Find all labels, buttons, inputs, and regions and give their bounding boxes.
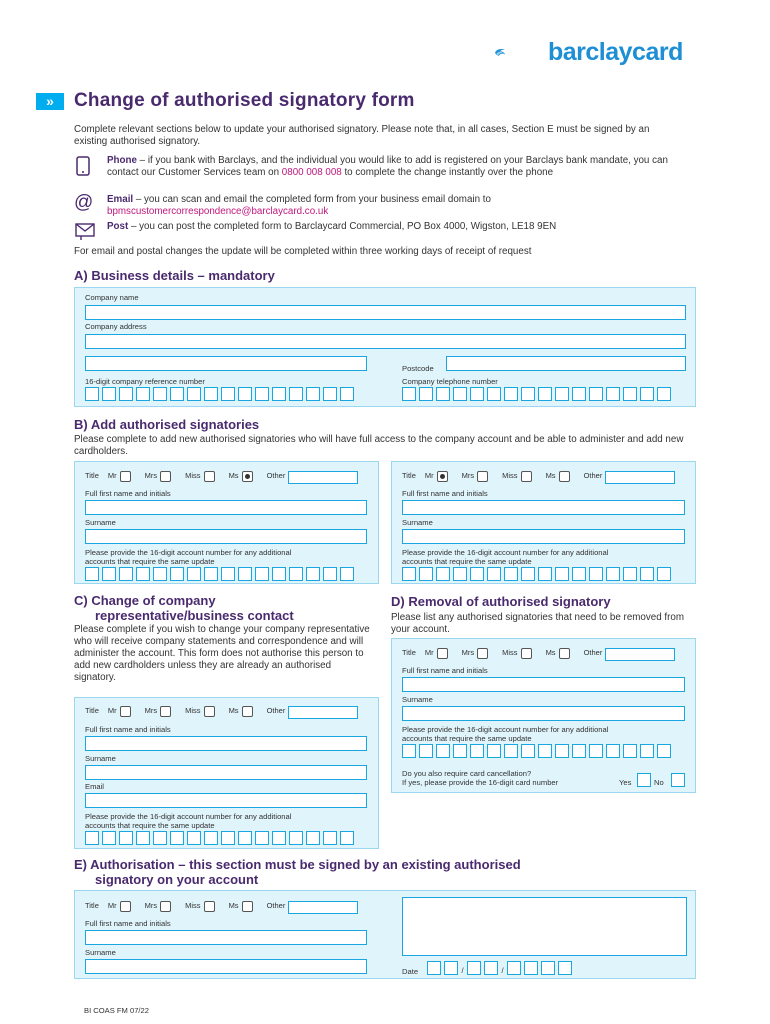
digit-box[interactable] <box>340 831 354 845</box>
digit-box[interactable] <box>221 567 235 581</box>
title-other-field[interactable] <box>288 471 358 484</box>
digit-box[interactable] <box>640 744 654 758</box>
ref-number-label: 16-digit company reference number <box>85 377 205 386</box>
digit-box[interactable] <box>504 744 518 758</box>
phone-icon <box>76 156 90 181</box>
title-label: Title <box>85 471 99 480</box>
digit-box[interactable] <box>204 567 218 581</box>
title-ms-label: Ms <box>545 471 556 480</box>
title-label: Title <box>85 901 99 910</box>
digit-box[interactable] <box>340 387 354 401</box>
title-options <box>402 648 678 661</box>
digit-box[interactable] <box>204 831 218 845</box>
account-note: Please provide the 16-digit account number for any additional accounts that require the same update <box>402 548 609 566</box>
digit-box[interactable] <box>153 567 167 581</box>
ref-number-digits[interactable] <box>85 387 357 401</box>
digit-box[interactable] <box>555 567 569 581</box>
digit-box[interactable] <box>504 387 518 401</box>
section-b-heading: B) Add authorised signatories <box>74 417 260 432</box>
title-other-field[interactable] <box>605 648 675 661</box>
section-a-panel <box>74 287 696 407</box>
first-name-label: Full first name and initials <box>85 919 171 928</box>
digit-box[interactable] <box>470 567 484 581</box>
digit-box[interactable] <box>436 744 450 758</box>
title-miss-radio[interactable] <box>204 901 215 912</box>
digit-box[interactable] <box>470 744 484 758</box>
section-b-text: Please complete to add new authorised signatories who will have full access to the company account and be able to administer and add new cardholders. <box>74 434 684 457</box>
digit-box[interactable] <box>589 387 603 401</box>
digit-box[interactable] <box>538 744 552 758</box>
digit-box[interactable] <box>221 831 235 845</box>
account-note: Please provide the 16-digit account number for any additional accounts that require the same update <box>402 725 609 743</box>
title-mr-label: Mr <box>107 901 117 910</box>
company-address-label: Company address <box>85 322 147 331</box>
surname-field[interactable] <box>85 765 367 780</box>
digit-box[interactable] <box>255 387 269 401</box>
digit-box[interactable] <box>538 567 552 581</box>
title-label: Title <box>402 648 416 657</box>
form-code: BI COAS FM 07/22 <box>84 1006 149 1015</box>
account-digits[interactable] <box>402 567 674 581</box>
title-mrs-radio[interactable] <box>160 471 171 482</box>
title-miss-label: Miss <box>502 471 518 480</box>
title-mrs-label: Mrs <box>461 648 475 657</box>
first-name-label: Full first name and initials <box>402 489 488 498</box>
digit-box[interactable] <box>289 567 303 581</box>
date-digit[interactable] <box>467 961 481 975</box>
digit-box[interactable] <box>487 744 501 758</box>
title-options <box>85 901 361 914</box>
title-other-label: Other <box>266 706 286 715</box>
title-mr-radio[interactable] <box>437 648 448 659</box>
page-title: Change of authorised signatory form <box>74 90 415 111</box>
first-name-field[interactable] <box>402 677 685 692</box>
digit-box[interactable] <box>589 744 603 758</box>
title-mr-label: Mr <box>424 471 434 480</box>
no-checkbox[interactable] <box>671 773 685 787</box>
title-mr-radio[interactable] <box>437 471 448 482</box>
digit-box[interactable] <box>419 567 433 581</box>
surname-label: Surname <box>85 948 116 957</box>
digit-box[interactable] <box>323 831 337 845</box>
yes-label: Yes <box>619 778 632 787</box>
title-other-field[interactable] <box>605 471 675 484</box>
removal-panel <box>391 638 696 793</box>
digit-box[interactable] <box>102 387 116 401</box>
title-miss-label: Miss <box>502 648 518 657</box>
barclaycard-logo <box>494 33 546 73</box>
signature-box[interactable] <box>402 897 687 956</box>
post-icon <box>75 222 95 245</box>
digit-box[interactable] <box>272 567 286 581</box>
digit-box[interactable] <box>119 831 133 845</box>
email-label: Email <box>85 782 104 791</box>
account-note: Please provide the 16-digit account number for any additional accounts that require the same update <box>85 548 292 566</box>
digit-box[interactable] <box>453 567 467 581</box>
digit-box[interactable] <box>323 567 337 581</box>
digit-box[interactable] <box>306 387 320 401</box>
telephone-digits[interactable] <box>402 387 674 401</box>
digit-box[interactable] <box>589 567 603 581</box>
digit-box[interactable] <box>419 744 433 758</box>
surname-label: Surname <box>402 518 433 527</box>
digit-box[interactable] <box>419 387 433 401</box>
title-label: Title <box>402 471 416 480</box>
digit-box[interactable] <box>623 567 637 581</box>
digit-box[interactable] <box>85 567 99 581</box>
title-options <box>402 471 678 484</box>
title-miss-radio[interactable] <box>204 706 215 717</box>
title-mr-radio[interactable] <box>120 706 131 717</box>
digit-box[interactable] <box>606 387 620 401</box>
title-mrs-label: Mrs <box>144 471 158 480</box>
title-other-field[interactable] <box>288 901 358 914</box>
title-other-label: Other <box>266 901 286 910</box>
digit-box[interactable] <box>402 567 416 581</box>
surname-field[interactable] <box>402 706 685 721</box>
digit-box[interactable] <box>453 387 467 401</box>
digit-box[interactable] <box>85 387 99 401</box>
digit-box[interactable] <box>306 831 320 845</box>
digit-box[interactable] <box>555 387 569 401</box>
digit-box[interactable] <box>272 387 286 401</box>
email-option: Email – you can scan and email the completed form from your business email domain to bpmscustomercorrespondence@barclaycard.co.uk <box>107 194 491 217</box>
digit-box[interactable] <box>136 831 150 845</box>
title-miss-radio[interactable] <box>204 471 215 482</box>
title-ms-radio[interactable] <box>242 901 253 912</box>
account-digits[interactable] <box>85 567 357 581</box>
title-ms-radio[interactable] <box>559 648 570 659</box>
digit-box[interactable] <box>255 831 269 845</box>
digit-box[interactable] <box>487 387 501 401</box>
digit-box[interactable] <box>170 831 184 845</box>
surname-label: Surname <box>85 754 116 763</box>
first-name-label: Full first name and initials <box>85 489 171 498</box>
title-mrs-radio[interactable] <box>160 706 171 717</box>
digit-box[interactable] <box>119 567 133 581</box>
digit-box[interactable] <box>453 744 467 758</box>
digit-box[interactable] <box>238 387 252 401</box>
first-name-field[interactable] <box>85 736 367 751</box>
digit-box[interactable] <box>436 567 450 581</box>
digit-box[interactable] <box>238 831 252 845</box>
date-label: Date <box>402 967 419 976</box>
title-mrs-radio[interactable] <box>477 471 488 482</box>
title-other-label: Other <box>583 471 603 480</box>
digit-box[interactable] <box>153 831 167 845</box>
first-name-field[interactable] <box>85 930 367 945</box>
digit-box[interactable] <box>402 744 416 758</box>
postcode-label: Postcode <box>402 364 434 373</box>
digit-box[interactable] <box>255 567 269 581</box>
digit-box[interactable] <box>555 744 569 758</box>
digit-box[interactable] <box>657 567 671 581</box>
title-other-field[interactable] <box>288 706 358 719</box>
title-mrs-label: Mrs <box>461 471 475 480</box>
digit-box[interactable] <box>136 387 150 401</box>
chevron-icon: » <box>36 93 64 110</box>
account-note: Please provide the 16-digit account number for any additional accounts that require the same update <box>85 812 292 830</box>
title-mr-label: Mr <box>107 706 117 715</box>
date-digit[interactable] <box>558 961 572 975</box>
digit-box[interactable] <box>221 387 235 401</box>
section-d-heading: D) Removal of authorised signatory <box>391 594 611 609</box>
title-ms-label: Ms <box>545 648 556 657</box>
surname-field[interactable] <box>85 959 367 974</box>
digit-box[interactable] <box>521 744 535 758</box>
company-name-label: Company name <box>85 293 139 302</box>
company-name-field[interactable] <box>85 305 686 320</box>
title-ms-radio[interactable] <box>559 471 570 482</box>
digit-box[interactable] <box>85 831 99 845</box>
telephone-label: Company telephone number <box>402 377 498 386</box>
first-name-label: Full first name and initials <box>402 666 488 675</box>
title-ms-radio[interactable] <box>242 471 253 482</box>
digit-box[interactable] <box>102 831 116 845</box>
date-separator: / <box>461 966 464 975</box>
account-digits[interactable] <box>402 744 674 758</box>
date-field[interactable] <box>427 961 572 975</box>
digit-box[interactable] <box>289 387 303 401</box>
digit-box[interactable] <box>657 387 671 401</box>
digit-box[interactable] <box>640 387 654 401</box>
title-miss-label: Miss <box>185 471 201 480</box>
digit-box[interactable] <box>521 567 535 581</box>
processing-note: For email and postal changes the update will be completed within three working days of receipt of request <box>74 246 532 257</box>
company-address-field-2[interactable] <box>85 356 367 371</box>
digit-box[interactable] <box>470 387 484 401</box>
title-mrs-label: Mrs <box>144 706 158 715</box>
authorisation-panel <box>74 890 696 979</box>
digit-box[interactable] <box>204 387 218 401</box>
digit-box[interactable] <box>572 387 586 401</box>
surname-field[interactable] <box>85 529 367 544</box>
digit-box[interactable] <box>272 831 286 845</box>
post-option: Post – you can post the completed form to Barclaycard Commercial, PO Box 4000, Wigston, LE18 9EN <box>107 221 557 232</box>
title-label: Title <box>85 706 99 715</box>
first-name-label: Full first name and initials <box>85 725 171 734</box>
title-ms-radio[interactable] <box>242 706 253 717</box>
digit-box[interactable] <box>170 387 184 401</box>
first-name-field[interactable] <box>402 500 685 515</box>
surname-label: Surname <box>402 695 433 704</box>
digit-box[interactable] <box>538 387 552 401</box>
title-other-label: Other <box>266 471 286 480</box>
digit-box[interactable] <box>606 744 620 758</box>
date-digit[interactable] <box>444 961 458 975</box>
phone-option: Phone – if you bank with Barclays, and the individual you would like to add is registered on your Barclays bank mandate, you can contact our Customer Services team on 0800 008 008 to complete the change instantly over the phone <box>107 155 668 178</box>
digit-box[interactable] <box>623 387 637 401</box>
title-mr-label: Mr <box>424 648 434 657</box>
first-name-field[interactable] <box>85 500 367 515</box>
digit-box[interactable] <box>102 567 116 581</box>
digit-box[interactable] <box>187 387 201 401</box>
cancellation-question: Do you also require card cancellation? If yes, please provide the 16-digit card number <box>402 769 559 787</box>
digit-box[interactable] <box>238 567 252 581</box>
signatory-panel-1 <box>74 461 379 584</box>
title-options <box>85 471 361 484</box>
date-digit[interactable] <box>541 961 555 975</box>
email-field[interactable] <box>85 793 367 808</box>
section-c-text: Please complete if you wish to change your company representative who will receive company statements and correspondence and will administer the account. This form does not authorise this person to add new cardholders unless they are already an authorised signatory. <box>74 624 370 683</box>
account-digits[interactable] <box>85 831 357 845</box>
title-mr-label: Mr <box>107 471 117 480</box>
digit-box[interactable] <box>572 567 586 581</box>
title-ms-label: Ms <box>228 901 239 910</box>
title-mr-radio[interactable] <box>120 471 131 482</box>
title-other-label: Other <box>583 648 603 657</box>
surname-field[interactable] <box>402 529 685 544</box>
title-mrs-radio[interactable] <box>477 648 488 659</box>
digit-box[interactable] <box>289 831 303 845</box>
no-label: No <box>654 778 664 787</box>
digit-box[interactable] <box>657 744 671 758</box>
email-icon: @ <box>74 192 94 213</box>
surname-label: Surname <box>85 518 116 527</box>
title-mr-radio[interactable] <box>120 901 131 912</box>
title-ms-label: Ms <box>228 471 239 480</box>
signatory-panel-2 <box>391 461 696 584</box>
title-miss-label: Miss <box>185 901 201 910</box>
digit-box[interactable] <box>170 567 184 581</box>
email-address-link[interactable]: bpmscustomercorrespondence@barclaycard.co.uk <box>107 206 329 217</box>
phone-number-link[interactable]: 0800 008 008 <box>281 167 342 178</box>
section-a-heading: A) Business details – mandatory <box>74 268 275 283</box>
section-d-text: Please list any authorised signatories that need to be removed from your account. <box>391 612 684 635</box>
digit-box[interactable] <box>340 567 354 581</box>
digit-box[interactable] <box>436 387 450 401</box>
digit-box[interactable] <box>187 831 201 845</box>
date-separator: / <box>501 966 504 975</box>
title-miss-radio[interactable] <box>521 648 532 659</box>
digit-box[interactable] <box>402 387 416 401</box>
digit-box[interactable] <box>306 567 320 581</box>
digit-box[interactable] <box>119 387 133 401</box>
brand-name: barclaycard <box>548 38 683 66</box>
digit-box[interactable] <box>504 567 518 581</box>
title-options <box>85 706 361 719</box>
digit-box[interactable] <box>153 387 167 401</box>
digit-box[interactable] <box>640 567 654 581</box>
date-digit[interactable] <box>427 961 441 975</box>
date-digit[interactable] <box>507 961 521 975</box>
digit-box[interactable] <box>606 567 620 581</box>
digit-box[interactable] <box>623 744 637 758</box>
title-miss-label: Miss <box>185 706 201 715</box>
digit-box[interactable] <box>136 567 150 581</box>
company-address-field-1[interactable] <box>85 334 686 349</box>
title-mrs-radio[interactable] <box>160 901 171 912</box>
title-mrs-label: Mrs <box>144 901 158 910</box>
date-digit[interactable] <box>484 961 498 975</box>
postcode-field[interactable] <box>446 356 686 371</box>
intro-text: Complete relevant sections below to update your authorised signatory. Please note that, in all cases, Section E must be signed by an existing authorised signatory. <box>74 124 650 147</box>
digit-box[interactable] <box>323 387 337 401</box>
title-miss-radio[interactable] <box>521 471 532 482</box>
yes-checkbox[interactable] <box>637 773 651 787</box>
digit-box[interactable] <box>521 387 535 401</box>
title-ms-label: Ms <box>228 706 239 715</box>
section-e-heading: E) Authorisation – this section must be signed by an existing authorised signatory on your account <box>74 857 521 887</box>
digit-box[interactable] <box>187 567 201 581</box>
digit-box[interactable] <box>572 744 586 758</box>
section-c-heading: C) Change of company representative/business contact <box>74 593 294 623</box>
digit-box[interactable] <box>487 567 501 581</box>
date-digit[interactable] <box>524 961 538 975</box>
contact-panel <box>74 697 379 849</box>
